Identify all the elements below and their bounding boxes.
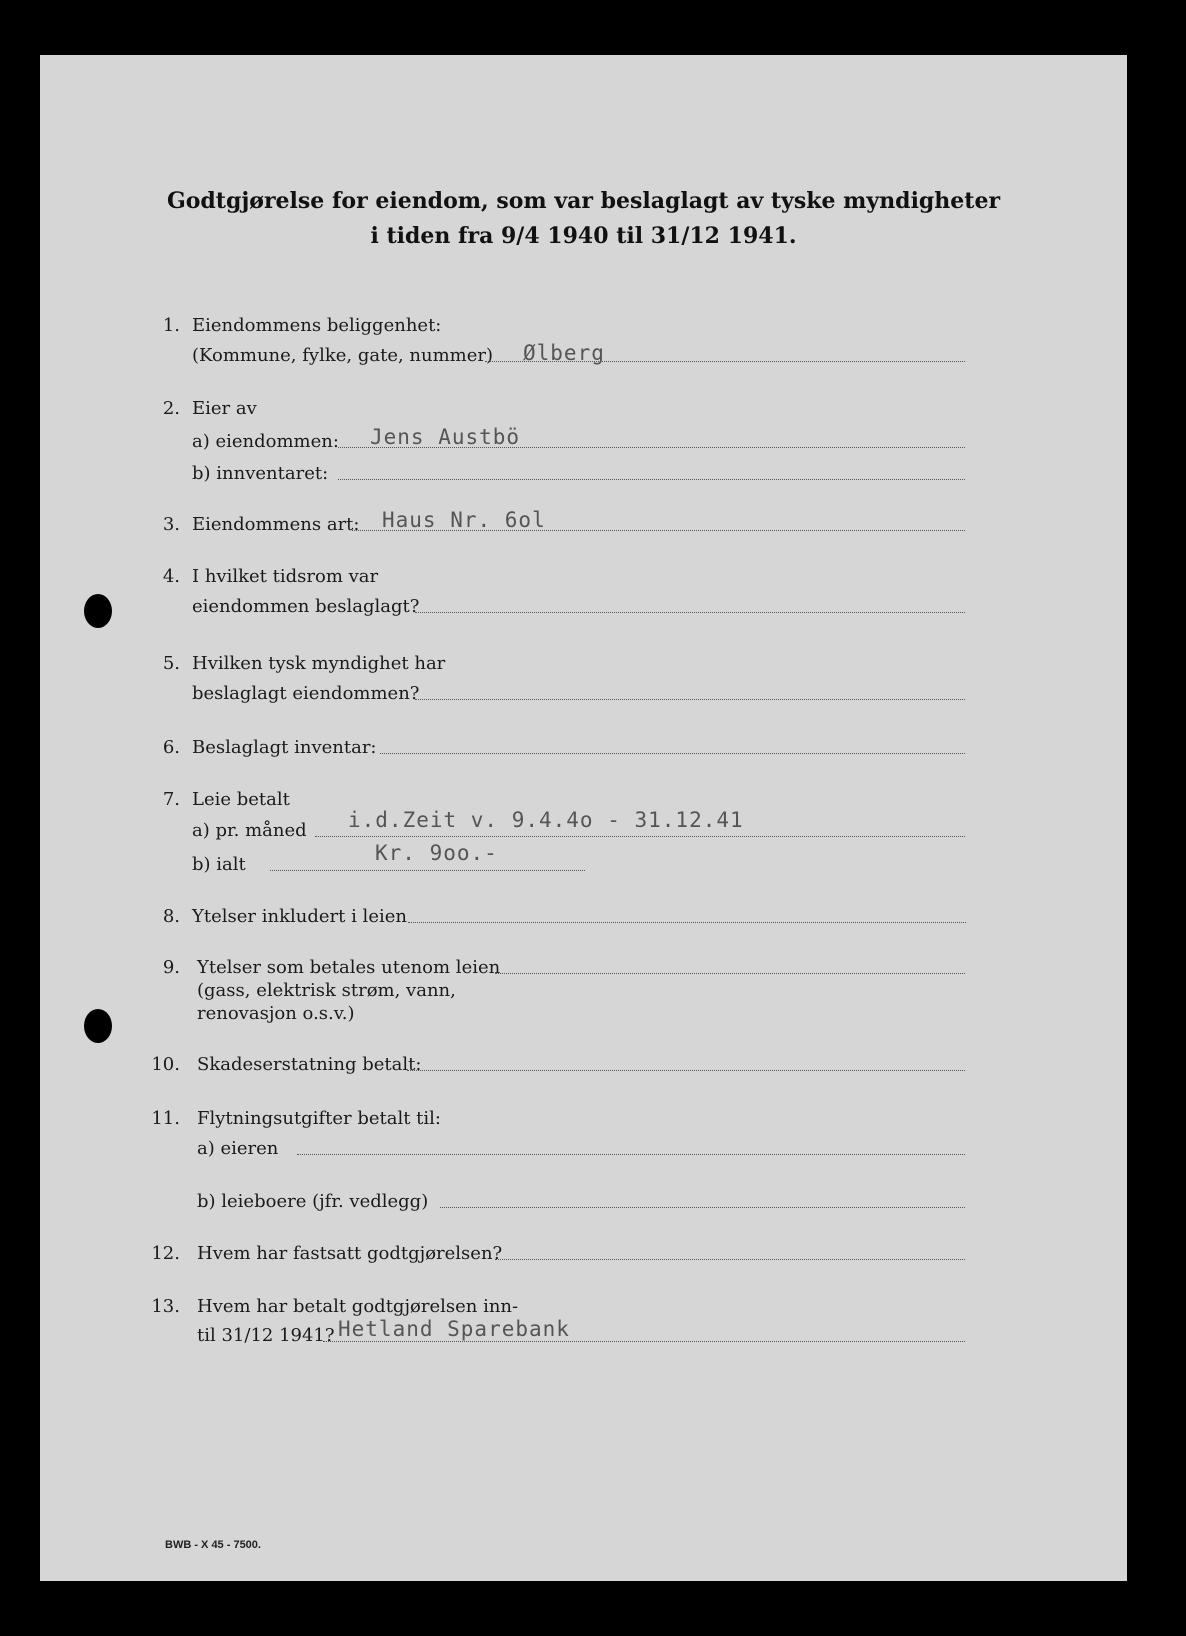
q1-sublabel: (Kommune, fylke, gate, nummer) <box>192 345 494 366</box>
q7a-answer: i.d.Zeit v. 9.4.4o - 31.12.41 <box>348 808 744 832</box>
q3-label: Eiendommens art: <box>192 514 360 535</box>
q3-answer: Haus Nr. 6ol <box>382 508 546 532</box>
q12-label: Hvem har fastsatt godtgjørelsen? <box>197 1243 503 1264</box>
q11a-answer-line <box>297 1154 965 1155</box>
q6-label: Beslaglagt inventar: <box>192 737 377 758</box>
q9-number: 9. <box>162 957 180 978</box>
form-page <box>40 55 1127 1581</box>
q2b-answer-line <box>338 479 965 480</box>
q11b-answer-line <box>440 1207 965 1208</box>
form-title-line-2: i tiden fra 9/4 1940 til 31/12 1941. <box>370 223 797 249</box>
q4-sublabel: eiendommen beslaglagt? <box>192 596 420 617</box>
q2-number: 2. <box>162 398 180 419</box>
q5-sublabel: beslaglagt eiendommen? <box>192 683 420 704</box>
q2a-answer: Jens Austbö <box>370 425 521 449</box>
q8-label: Ytelser inkludert i leien <box>192 906 407 927</box>
q9-label: Ytelser som betales utenom leien <box>197 957 501 978</box>
q9-answer-line <box>495 973 965 974</box>
q12-number: 12. <box>151 1243 180 1264</box>
q5-answer-line <box>415 699 965 700</box>
q7b-label: b) ialt <box>192 854 246 875</box>
q4-number: 4. <box>162 566 180 587</box>
q13-label: Hvem har betalt godtgjørelsen inn- <box>197 1296 519 1317</box>
q2a-label: a) eiendommen: <box>192 431 339 452</box>
q10-answer-line <box>407 1070 965 1071</box>
q7b-answer-line <box>270 870 585 871</box>
q7b-answer: Kr. 9oo.- <box>375 841 498 865</box>
q8-number: 8. <box>162 906 180 927</box>
q7a-label: a) pr. måned <box>192 820 307 841</box>
q13-answer: Hetland Sparebank <box>338 1317 570 1341</box>
punch-hole-top <box>84 594 112 628</box>
printer-code: BWB - X 45 - 7500. <box>165 1539 261 1551</box>
q9-sublabel-2: renovasjon o.s.v.) <box>197 1003 355 1024</box>
q5-label: Hvilken tysk myndighet har <box>192 653 446 674</box>
q11-label: Flytningsutgifter betalt til: <box>197 1108 441 1129</box>
q1-answer: Ølberg <box>523 341 605 365</box>
q13-number: 13. <box>151 1296 180 1317</box>
q4-label: I hvilket tidsrom var <box>192 566 379 587</box>
q10-label: Skadeserstatning betalt: <box>197 1054 422 1075</box>
q11-number: 11. <box>151 1108 180 1129</box>
q11a-label: a) eieren <box>197 1138 279 1159</box>
q2b-label: b) innventaret: <box>192 463 329 484</box>
q12-answer-line <box>495 1259 965 1260</box>
punch-hole-bottom <box>84 1009 112 1043</box>
q11b-label: b) leieboere (jfr. vedlegg) <box>197 1191 429 1212</box>
q8-answer-line <box>408 922 966 923</box>
q3-number: 3. <box>162 514 180 535</box>
q7a-answer-line <box>315 836 965 837</box>
q5-number: 5. <box>162 653 180 674</box>
q13-answer-line <box>323 1341 965 1342</box>
q13-sublabel: til 31/12 1941? <box>197 1325 335 1346</box>
q6-answer-line <box>380 753 965 754</box>
q6-number: 6. <box>162 737 180 758</box>
form-title-line-1: Godtgjørelse for eiendom, som var beslaglagt av tyske myndigheter <box>166 188 1001 214</box>
q7-number: 7. <box>162 789 180 810</box>
q1-label: Eiendommens beliggenhet: <box>192 315 442 336</box>
q1-number: 1. <box>162 315 180 336</box>
q2-label: Eier av <box>192 398 257 419</box>
q10-number: 10. <box>151 1054 180 1075</box>
q7-label: Leie betalt <box>192 789 290 810</box>
q9-sublabel-1: (gass, elektrisk strøm, vann, <box>197 980 456 1001</box>
q4-answer-line <box>415 612 965 613</box>
